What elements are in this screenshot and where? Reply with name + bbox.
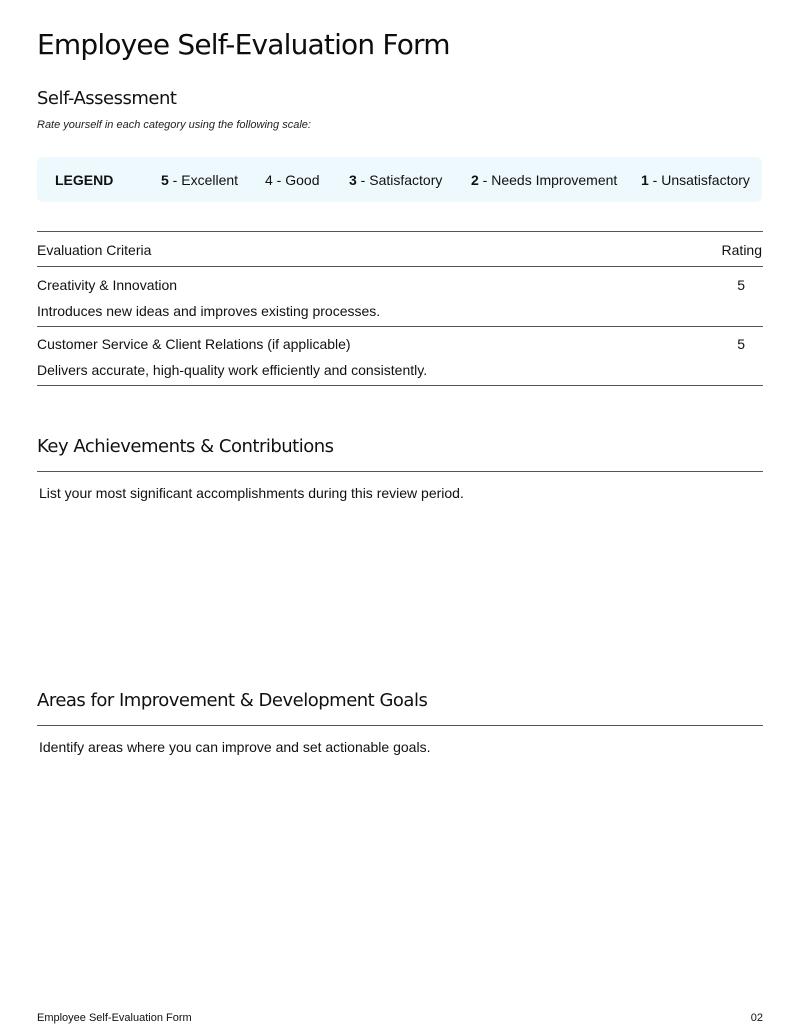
table-bottom-divider xyxy=(37,385,763,386)
criteria-description: Introduces new ideas and improves existing processes. xyxy=(37,303,381,319)
criteria-rating: 5 xyxy=(737,277,745,293)
legend-item-unsatisfactory xyxy=(641,172,750,188)
page-number: 02 xyxy=(750,1012,763,1024)
achievements-divider xyxy=(37,471,763,472)
achievements-heading: Key Achievements & Contributions xyxy=(37,436,334,457)
rating-legend xyxy=(37,157,762,202)
criteria-column-header: Evaluation Criteria xyxy=(37,242,152,258)
legend-value: 5 xyxy=(161,171,169,188)
table-row-divider xyxy=(37,326,763,327)
legend-heading: LEGEND xyxy=(55,171,114,188)
legend-item-good xyxy=(265,172,320,188)
criteria-name: Customer Service & Client Relations (if applicable) xyxy=(37,336,351,352)
rating-column-header: Rating xyxy=(721,242,762,258)
legend-item-needs-improvement xyxy=(471,172,617,188)
criteria-name: Creativity & Innovation xyxy=(37,277,178,293)
table-header-divider xyxy=(37,266,763,267)
improvement-divider xyxy=(37,725,763,726)
legend-label: - Unsatisfactory xyxy=(648,171,750,188)
footer-title: Employee Self-Evaluation Form xyxy=(37,1012,192,1024)
legend-value: 3 xyxy=(349,171,357,188)
legend-value: 1 xyxy=(641,171,649,188)
self-assessment-heading: Self-Assessment xyxy=(37,88,177,109)
legend-label: - Good xyxy=(272,171,320,188)
legend-value: 4 xyxy=(265,171,273,188)
table-top-divider xyxy=(37,231,763,232)
legend-value: 2 xyxy=(471,171,479,188)
legend-label: - Excellent xyxy=(168,171,239,188)
improvement-prompt[interactable]: Identify areas where you can improve and set actionable goals. xyxy=(39,739,431,755)
criteria-rating: 5 xyxy=(737,336,745,352)
criteria-description: Delivers accurate, high-quality work efficiently and consistently. xyxy=(37,362,428,378)
scale-note: Rate yourself in each category using the following scale: xyxy=(37,119,311,131)
legend-item-satisfactory xyxy=(349,172,442,188)
legend-item-excellent xyxy=(161,172,238,188)
achievements-prompt[interactable]: List your most significant accomplishments during this review period. xyxy=(39,485,464,501)
page-title: Employee Self-Evaluation Form xyxy=(37,28,450,61)
legend-label: - Satisfactory xyxy=(356,171,443,188)
improvement-heading: Areas for Improvement & Development Goals xyxy=(37,690,428,711)
legend-label: - Needs Improvement xyxy=(478,171,618,188)
